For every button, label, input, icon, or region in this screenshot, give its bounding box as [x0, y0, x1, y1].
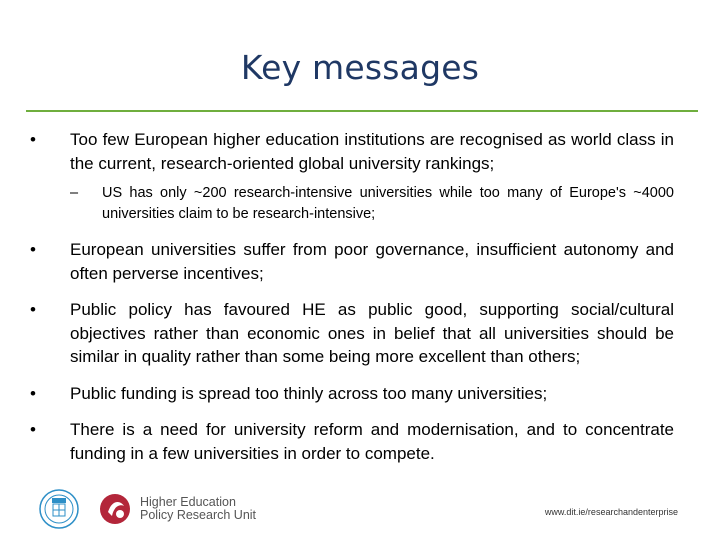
sub-bullet-item-1 — [26, 183, 674, 225]
hepru-line1: Higher Education — [140, 495, 236, 509]
bullet-item-4 — [26, 382, 674, 406]
hepru-logo-text — [140, 496, 256, 522]
bullet-item-2 — [26, 238, 674, 285]
bullet-text: There is a need for university reform and modernisation, and to concentrate funding in a few universities in order to compete. — [70, 420, 674, 463]
bullet-icon: • — [30, 420, 36, 439]
bullet-text: Public funding is spread too thinly across too many universities; — [70, 383, 548, 403]
footer-url: www.dit.ie/researchandenterprise — [544, 507, 678, 517]
hepru-line2: Policy Research Unit — [140, 508, 257, 522]
bullet-icon: • — [30, 240, 36, 259]
page-title: Key messages — [240, 48, 480, 87]
dit-logo-icon — [36, 488, 82, 530]
bullet-list — [26, 128, 674, 465]
bullet-text: Too few European higher education institutions are recognised as world class in the current, research-oriented global university rankings; — [70, 130, 674, 173]
hepru-logo-icon — [98, 492, 134, 526]
sub-bullet-text: US has only ~200 research-intensive universities while too many of Europe's ~4000 universities claim to be research-intensive; — [102, 185, 674, 222]
bullet-icon: • — [30, 383, 36, 403]
dash-icon: – — [70, 185, 79, 201]
bullet-item-3 — [26, 298, 674, 369]
bullet-icon: • — [30, 300, 36, 319]
bullet-item-5 — [26, 418, 674, 465]
bullet-text: European universities suffer from poor governance, insufficient autonomy and often perverse incentives; — [70, 240, 674, 283]
bullet-item-1 — [26, 128, 674, 175]
bullet-icon: • — [30, 130, 36, 149]
title-divider — [26, 110, 698, 112]
bullet-text: Public policy has favoured HE as public good, supporting social/cultural objectives rather than economic ones in belief that all universities should be similar in quality rather than some being more excellent than others; — [70, 300, 674, 366]
